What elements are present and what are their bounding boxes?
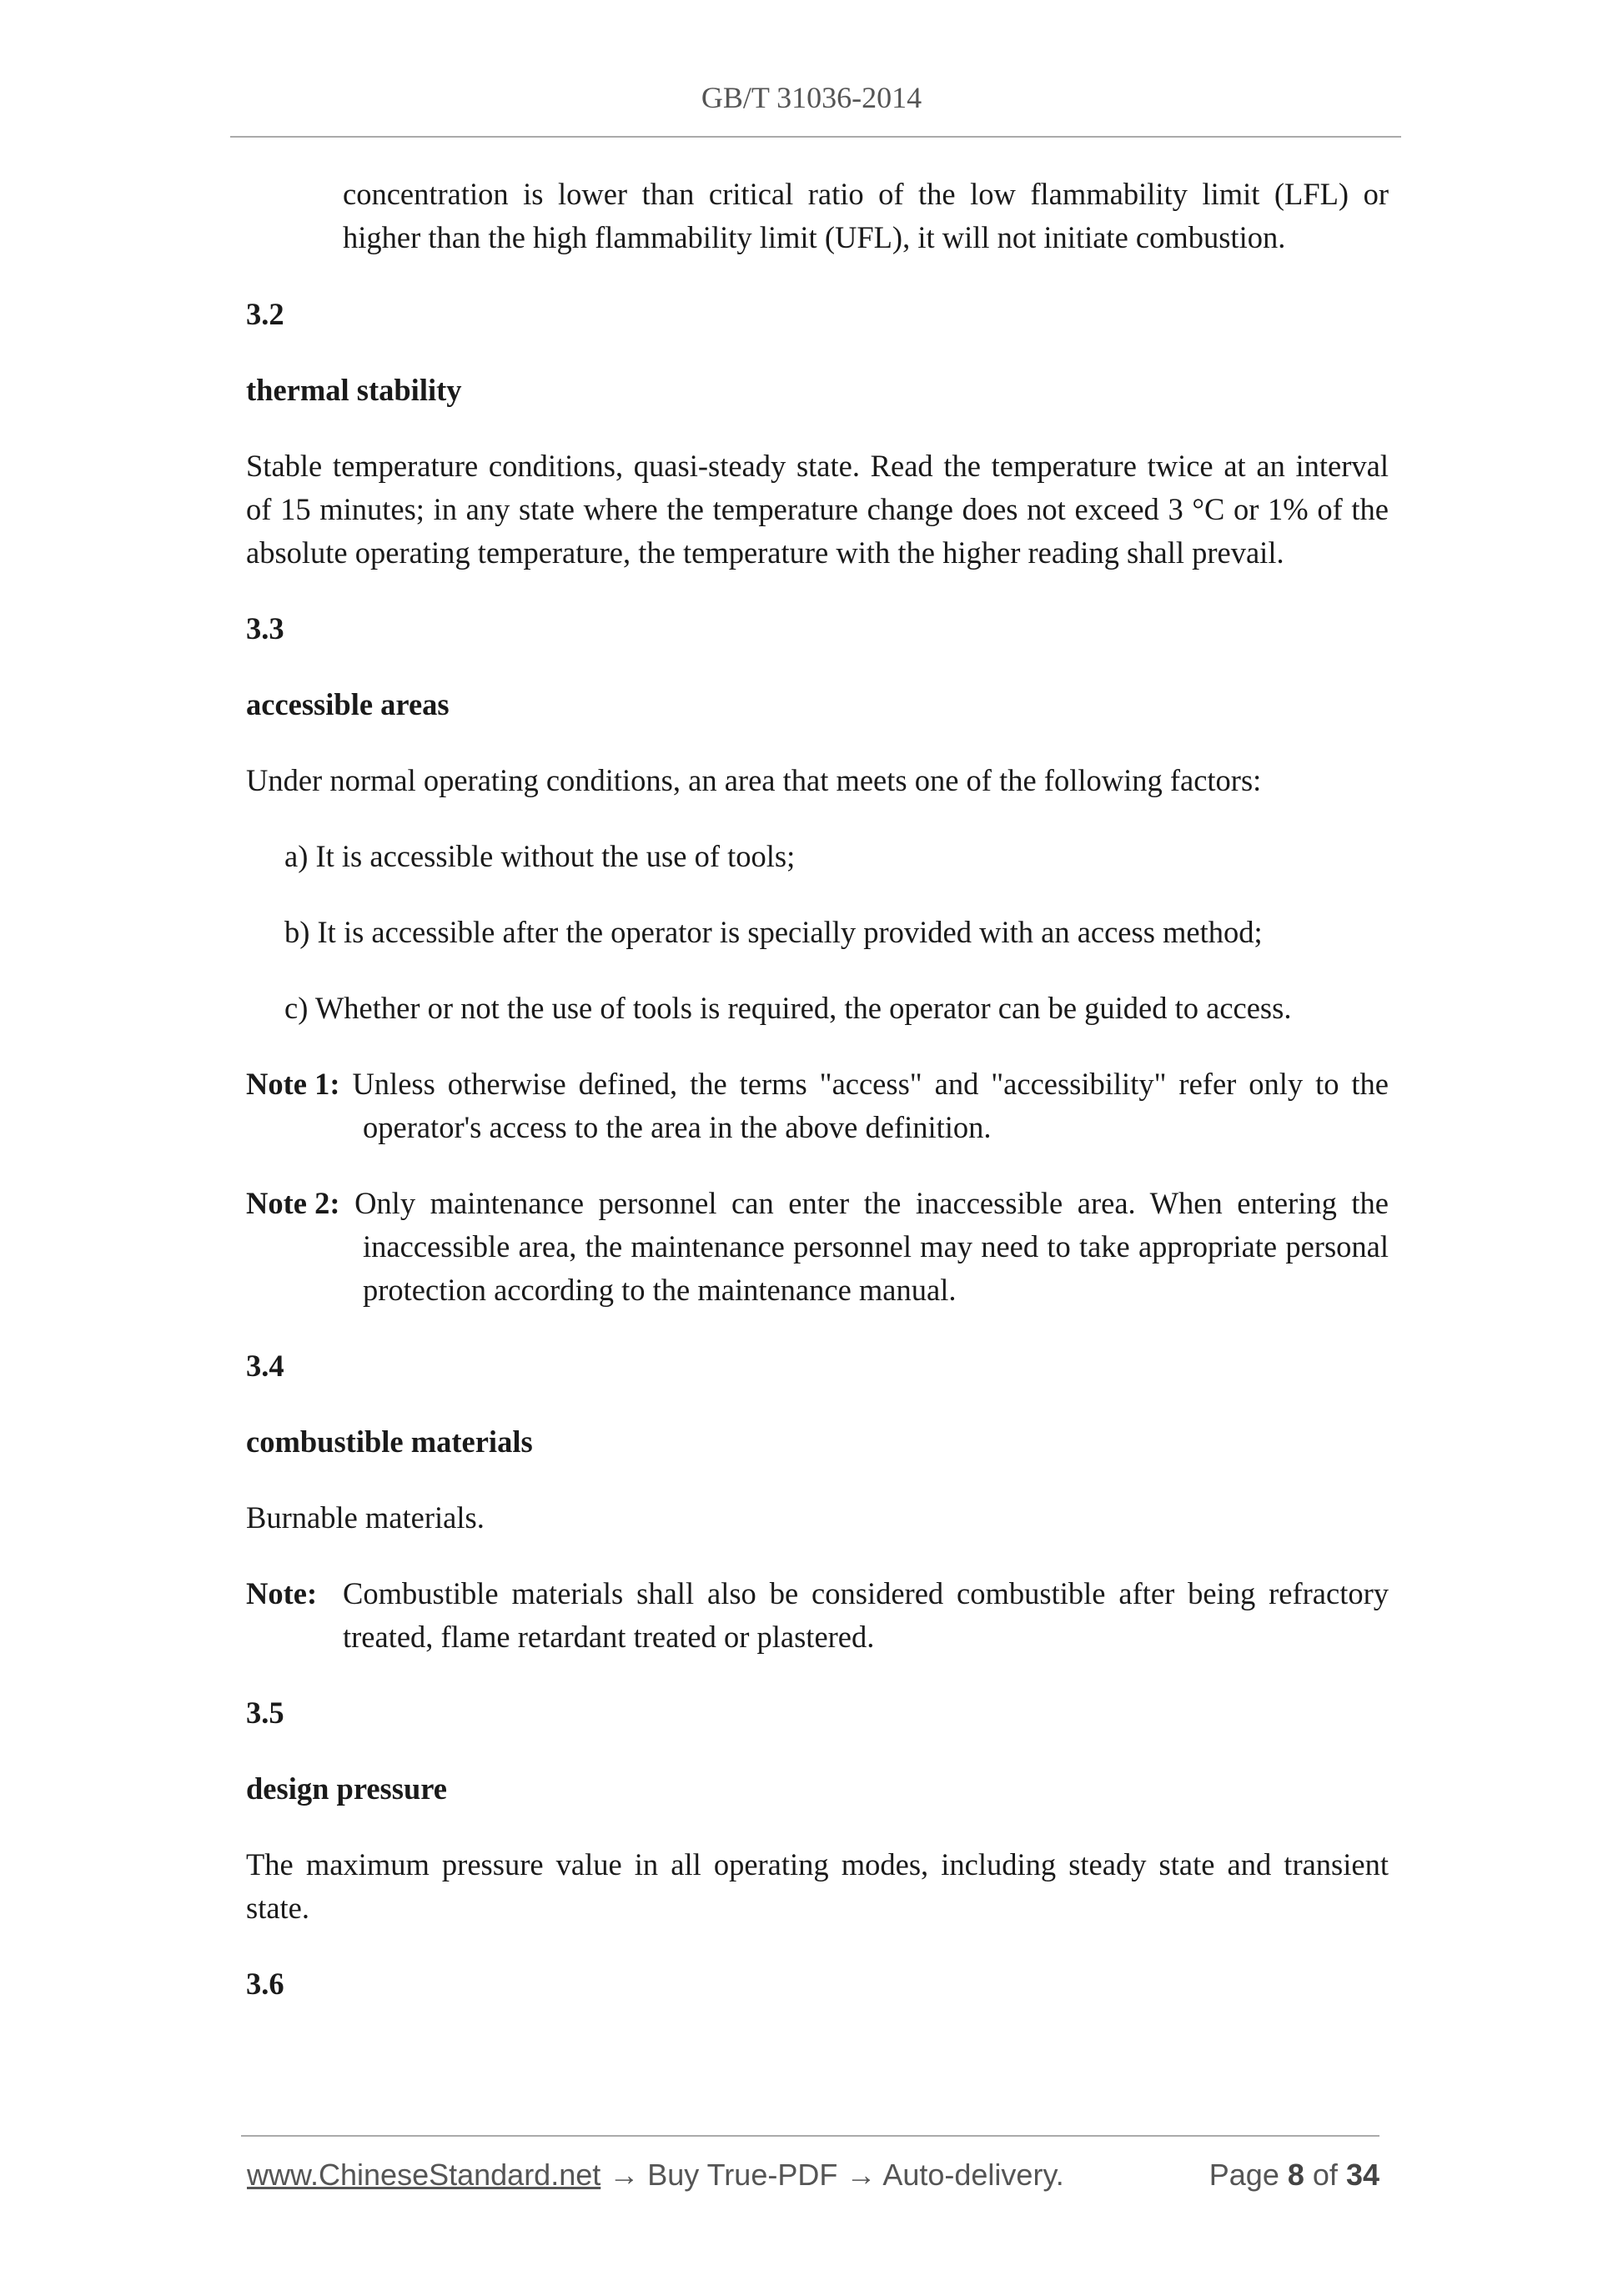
term-name-design-pressure: design pressure xyxy=(246,1771,448,1806)
note-2-label: Note 2: xyxy=(246,1186,340,1220)
term-definition-accessible-areas: Under normal operating conditions, an area that meets one of the following factors: xyxy=(246,763,1262,797)
note-combustible-label: Note: xyxy=(246,1576,318,1610)
list-item-a: a) It is accessible without the use of tools; xyxy=(284,839,796,873)
term-definition-thermal-stability: Stable temperature conditions, quasi-steady state. Read the temperature twice at an interval of 15 minutes; in any state where the temperature change does not exceed 3 °C or 1% of the absolute operating temperature, the temperature with the higher reading shall prevail. xyxy=(246,449,1389,570)
note-combustible-text: Combustible materials shall also be considered combustible after being refractory treated, flame retardant treated or plastered. xyxy=(343,1576,1389,1654)
note-1 xyxy=(246,1063,1389,1149)
page-word: Page xyxy=(1208,2158,1279,2192)
note-combustible xyxy=(246,1572,1389,1659)
promo-text: → Buy True-PDF → Auto-delivery. xyxy=(609,2158,1064,2192)
list-item-b: b) It is accessible after the operator is specially provided with an access method; xyxy=(284,915,1263,949)
document-code-header: GB/T 31036-2014 xyxy=(701,81,922,114)
document-body xyxy=(246,173,1389,2038)
list-item-c: c) Whether or not the use of tools is required, the operator can be guided to access. xyxy=(284,991,1292,1025)
footer-promo xyxy=(247,2158,1064,2193)
of-word: of xyxy=(1312,2158,1338,2192)
term-name-accessible-areas: accessible areas xyxy=(246,687,450,721)
term-number-3-4: 3.4 xyxy=(246,1349,284,1383)
site-link[interactable]: www.ChineseStandard.net xyxy=(247,2158,601,2192)
note-2 xyxy=(246,1182,1389,1312)
term-definition-design-pressure: The maximum pressure value in all operating modes, including steady state and transient state. xyxy=(246,1847,1389,1925)
note-2-text: Only maintenance personnel can enter the inaccessible area. When entering the inaccessible area, the maintenance personnel may need to take appropriate personal protection according to the maintenance manual. xyxy=(354,1186,1389,1307)
intro-continuation-paragraph: concentration is lower than critical ratio of the low flammability limit (LFL) or higher than the high flammability limit (UFL), it will not initiate combustion. xyxy=(343,177,1389,254)
footer-divider xyxy=(241,2135,1379,2137)
term-number-3-6: 3.6 xyxy=(246,1967,284,2001)
page-indicator xyxy=(1209,2158,1379,2193)
term-number-3-3: 3.3 xyxy=(246,611,284,646)
term-definition-combustible-materials: Burnable materials. xyxy=(246,1500,485,1535)
term-name-combustible-materials: combustible materials xyxy=(246,1424,533,1459)
term-number-3-5: 3.5 xyxy=(246,1696,284,1730)
term-name-thermal-stability: thermal stability xyxy=(246,373,462,407)
header-divider xyxy=(230,136,1401,138)
term-number-3-2: 3.2 xyxy=(246,297,284,331)
note-1-label: Note 1: xyxy=(246,1067,340,1101)
note-1-text: Unless otherwise defined, the terms "access" and "accessibility" refer only to the operator's access to the area in the above definition. xyxy=(352,1067,1389,1144)
total-page-count: 34 xyxy=(1345,2158,1379,2192)
current-page-number: 8 xyxy=(1287,2158,1304,2192)
